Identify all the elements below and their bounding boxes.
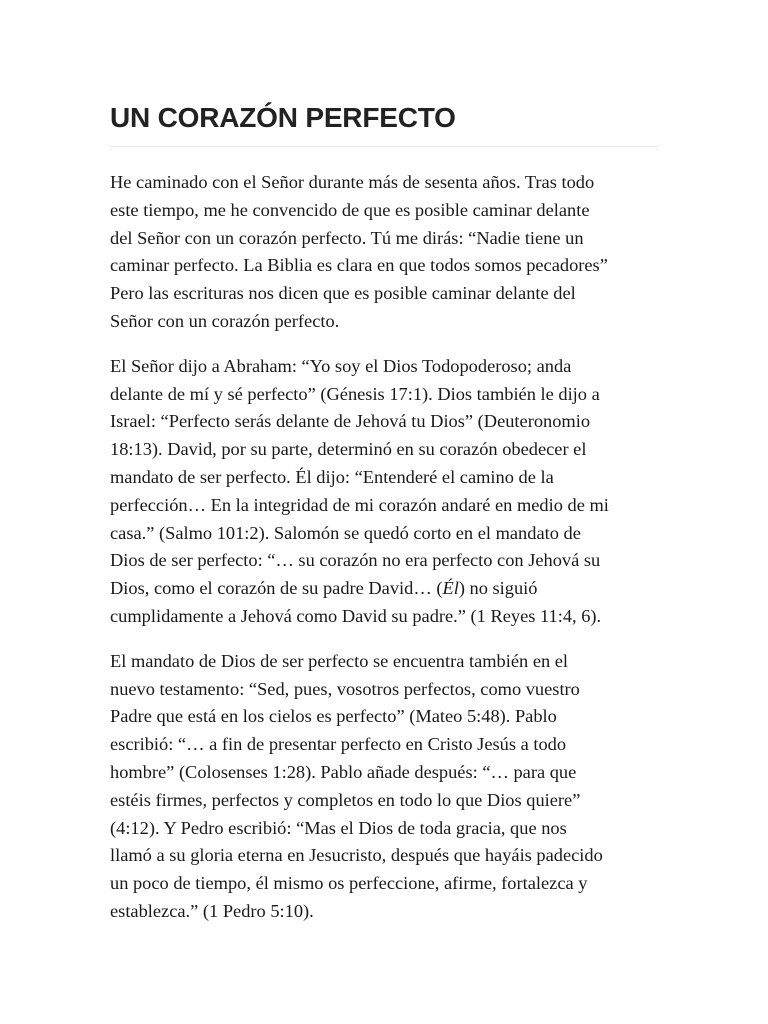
paragraph-2-tail-text: ) no siguió cumplidamente a Jehová como David su padre.” (1 Reyes 11:4, 6). xyxy=(110,578,602,626)
page-title: UN CORAZÓN PERFECTO xyxy=(110,102,456,133)
paragraph-2 xyxy=(110,353,658,631)
paragraph-2-italic-text: Él xyxy=(442,578,459,599)
paragraph-2-text: El Señor dijo a Abraham: “Yo soy el Dios Todopoderoso; anda delante de mí y sé perfecto” (Génesis 17:1). Dios también le dijo a Israel: “Perfecto serás delante de Jehová tu Dios” (Deuteronomio 18:13). David, por su parte, determinó en su corazón obedecer el mandato de ser perfecto. Él dijo: “Entenderé el camino de la perfección… En la integridad de mi corazón andaré en medio de mi casa.” (Salmo 101:2). Salomón se quedó corto en el mandato de Dios de ser perfecto: “… su corazón no era perfecto con Jehová su Dios, como el corazón de su padre David… ( xyxy=(110,355,609,599)
article xyxy=(110,100,658,943)
paragraph-3: El mandato de Dios de ser perfecto se encuentra también en el nuevo testamento: “Sed, pues, vosotros perfectos, como vuestro Padre que está en los cielos es perfecto” (Mateo 5:48). Pablo escribió: “… a fin de presentar perfecto en Cristo Jesús a todo hombre” (Colosenses 1:28). Pablo añade después: “… para que estéis firmes, perfectos y completos en todo lo que Dios quiere” (4:12). Y Pedro escribió: “Mas el Dios de toda gracia, que nos llamó a su gloria eterna en Jesucristo, después que hayáis padecido un poco de tiempo, él mismo os perfeccione, afirme, fortalezca y establezca.” (1 Pedro 5:10). xyxy=(110,650,603,921)
title-divider xyxy=(110,146,658,147)
paragraph-1: He caminado con el Señor durante más de sesenta años. Tras todo este tiempo, me he convencido de que es posible caminar delante del Señor con un corazón perfecto. Tú me dirás: “Nadie tiene un caminar perfecto. La Biblia es clara en que todos somos pecadores” Pero las escrituras nos dicen que es posible caminar delante del Señor con un corazón perfecto. xyxy=(110,172,608,331)
